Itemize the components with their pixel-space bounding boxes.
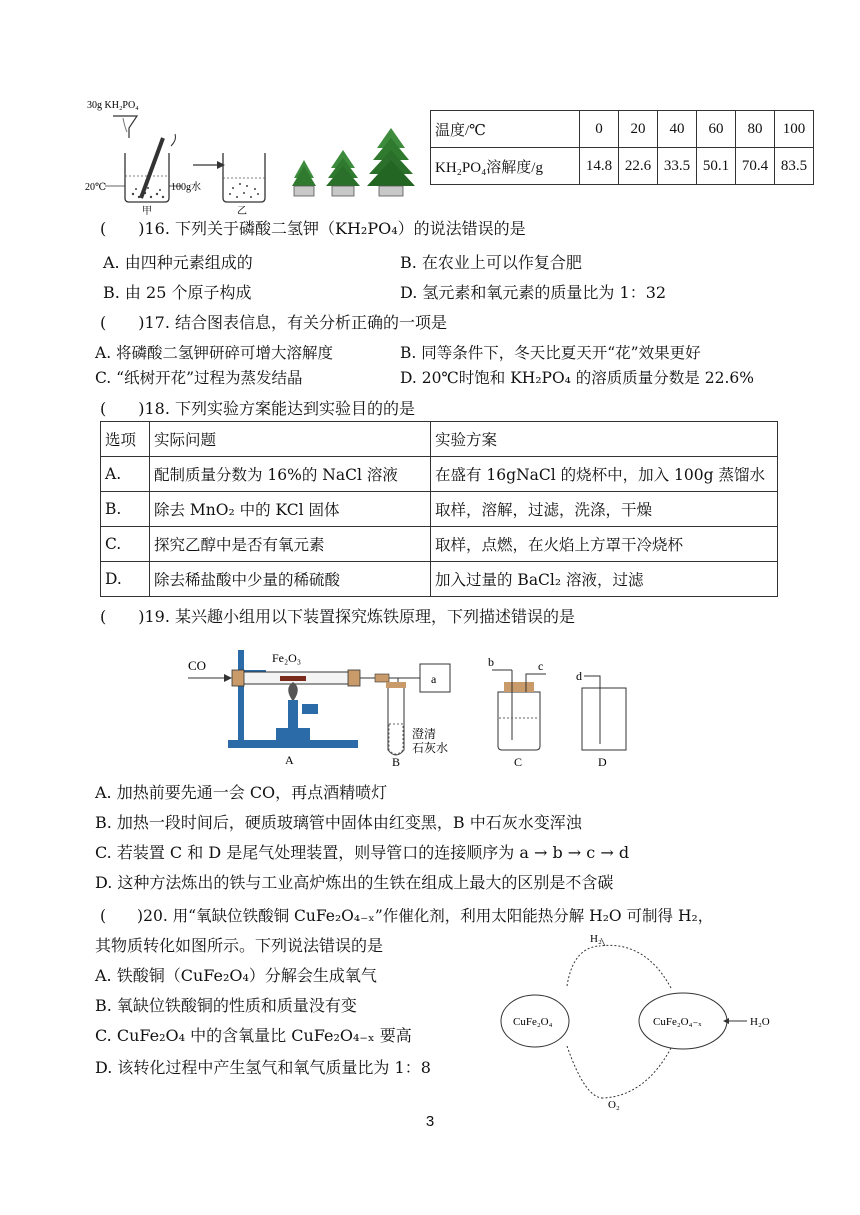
q17-option-d: D. 20℃时饱和 KH₂PO₄ 的溶质质量分数是 22.6% xyxy=(400,369,754,387)
label-limewater-2: 石灰水 xyxy=(412,741,449,755)
table-row xyxy=(101,457,778,492)
iron-smelting-apparatus-figure xyxy=(180,640,660,770)
label-yi: 乙 xyxy=(237,206,247,217)
table-cell: 50.1 xyxy=(697,148,736,185)
q16-option-c: B. 由 25 个原子构成 xyxy=(103,283,252,302)
table-cell: 探究乙醇中是否有氧元素 xyxy=(150,527,431,562)
q20-stem-2: 其物质转化如图所示。下列说法错误的是 xyxy=(95,936,384,955)
q18-stem: ( )18. 下列实验方案能达到实验目的的是 xyxy=(100,399,416,418)
table-cell: 14.8 xyxy=(580,148,619,185)
table-cell: 温度/℃ xyxy=(431,111,580,148)
label-apparatus-b: B xyxy=(392,755,401,769)
q18-table xyxy=(100,421,778,597)
table-cell: 除去稀盐酸中少量的稀硫酸 xyxy=(150,562,431,597)
q17-option-c: C. “纸树开花”过程为蒸发结晶 xyxy=(95,369,303,387)
table-row xyxy=(101,527,778,562)
label-h2o: H₂O xyxy=(750,1016,770,1028)
table-cell: 70.4 xyxy=(736,148,775,185)
table-row xyxy=(431,111,814,148)
q19-option-c: C. 若装置 C 和 D 是尾气处理装置，则导管口的连接顺序为 a → b → c → d xyxy=(95,843,630,862)
paper-tree-small xyxy=(292,160,316,196)
table-cell: D. xyxy=(101,562,150,597)
alcohol-blowtorch xyxy=(276,682,318,740)
label-o2: O₂ xyxy=(608,1099,620,1111)
q16-option-d: D. 氢元素和氧元素的质量比为 1：32 xyxy=(400,283,667,302)
table-cell: KH₂PO₄溶解度/g xyxy=(431,148,580,185)
q20-stem: ( )20. 用“氧缺位铁酸铜 CuFe₂O₄₋ₓ”作催化剂，利用太阳能热分解 H₂O 可制得 H₂， xyxy=(100,907,714,925)
table-cell: 在盛有 16gNaCl 的烧杯中，加入 100g 蒸馏水 xyxy=(431,457,778,492)
table-cell: B. xyxy=(101,492,150,527)
test-tube-b xyxy=(386,682,406,755)
table-cell: 60 xyxy=(697,111,736,148)
q20-option-c: C. CuFe₂O₄ 中的含氧量比 CuFe₂O₄₋ₓ 要高 xyxy=(95,1026,412,1045)
q20-option-a: A. 铁酸铜（CuFe₂O₄）分解会生成氧气 xyxy=(95,966,377,985)
table-header: 选项 xyxy=(101,422,150,457)
table-cell: 33.5 xyxy=(658,148,697,185)
label-c: c xyxy=(538,659,544,673)
label-co: CO xyxy=(188,658,207,673)
catalyst-cycle-diagram xyxy=(495,928,785,1118)
q16-option-b: B. 在农业上可以作复合肥 xyxy=(400,253,582,272)
table-cell: 80 xyxy=(736,111,775,148)
q16-stem: ( )16. 下列关于磷酸二氢钾（KH₂PO₄）的说法错误的是 xyxy=(100,219,526,238)
table-cell: A. xyxy=(101,457,150,492)
q20-option-b: B. 氧缺位铁酸铜的性质和质量没有变 xyxy=(95,996,357,1015)
beaker-yi xyxy=(223,153,265,202)
table-cell: C. xyxy=(101,527,150,562)
kh2po4-dissolving-figure xyxy=(85,98,420,218)
table-row xyxy=(101,422,778,457)
label-cufe2o4: CuFe₂O₄ xyxy=(513,1016,553,1028)
q17-stem: ( )17. 结合图表信息，有关分析正确的一项是 xyxy=(100,313,448,332)
table-cell: 加入过量的 BaCl₂ 溶液，过滤 xyxy=(431,562,778,597)
table-cell: 除去 MnO₂ 中的 KCl 固体 xyxy=(150,492,431,527)
label-a: a xyxy=(431,672,437,686)
label-temp: 20℃ xyxy=(85,182,107,193)
q17-option-b: B. 同等条件下，冬天比夏天开“花”效果更好 xyxy=(400,344,701,362)
table-cell: 取样，溶解，过滤，洗涤，干燥 xyxy=(431,492,778,527)
table-cell: 取样，点燃，在火焰上方罩干冷烧杯 xyxy=(431,527,778,562)
table-row xyxy=(101,562,778,597)
q20-option-d: D. 该转化过程中产生氢气和氧气质量比为 1：8 xyxy=(95,1058,431,1077)
label-b: b xyxy=(488,655,494,669)
q19-option-a: A. 加热前要先通一会 CO，再点酒精喷灯 xyxy=(95,783,388,802)
label-water: 100g水 xyxy=(171,182,201,193)
label-jia: 甲 xyxy=(142,206,152,217)
q19-stem: ( )19. 某兴趣小组用以下装置探究炼铁原理，下列描述错误的是 xyxy=(100,607,576,626)
label-d: d xyxy=(576,669,582,683)
paper-tree-medium xyxy=(326,150,360,196)
label-apparatus-c: C xyxy=(514,755,523,769)
table-row xyxy=(101,492,778,527)
beaker-jia xyxy=(125,134,176,202)
table-cell: 配制质量分数为 16%的 NaCl 溶液 xyxy=(150,457,431,492)
label-fe2o3: Fe₂O₃ xyxy=(272,651,302,665)
table-cell: 83.5 xyxy=(775,148,814,185)
table-cell: 100 xyxy=(775,111,814,148)
q16-option-a: A. 由四种元素组成的 xyxy=(103,253,253,272)
table-cell: 40 xyxy=(658,111,697,148)
q19-option-b: B. 加热一段时间后，硬质玻璃管中固体由红变黑，B 中石灰水变浑浊 xyxy=(95,813,582,832)
solubility-table xyxy=(430,110,814,185)
table-row xyxy=(431,148,814,185)
table-cell: 22.6 xyxy=(619,148,658,185)
container-d xyxy=(582,676,626,750)
label-apparatus-a: A xyxy=(285,753,294,767)
q17-option-a: A. 将磷酸二氢钾研碎可增大溶解度 xyxy=(95,344,334,362)
table-cell: 20 xyxy=(619,111,658,148)
table-header: 实际问题 xyxy=(150,422,431,457)
label-kh2po4: 30g KH₂PO₄ xyxy=(87,100,139,111)
page-number: 3 xyxy=(425,1113,435,1130)
hard-glass-tube xyxy=(232,670,360,686)
table-header: 实验方案 xyxy=(431,422,778,457)
paper-tree-large xyxy=(367,128,415,196)
gas-bottle-c xyxy=(492,670,546,750)
table-cell: 0 xyxy=(580,111,619,148)
label-limewater-1: 澄清 xyxy=(412,727,437,741)
label-apparatus-d: D xyxy=(598,755,607,769)
label-cufe2o4-x: CuFe₂O₄₋ₓ xyxy=(653,1016,702,1028)
label-h2: H₂ xyxy=(590,933,602,945)
q19-option-d: D. 这种方法炼出的铁与工业高炉炼出的生铁在组成上最大的区别是不含碳 xyxy=(95,873,614,892)
